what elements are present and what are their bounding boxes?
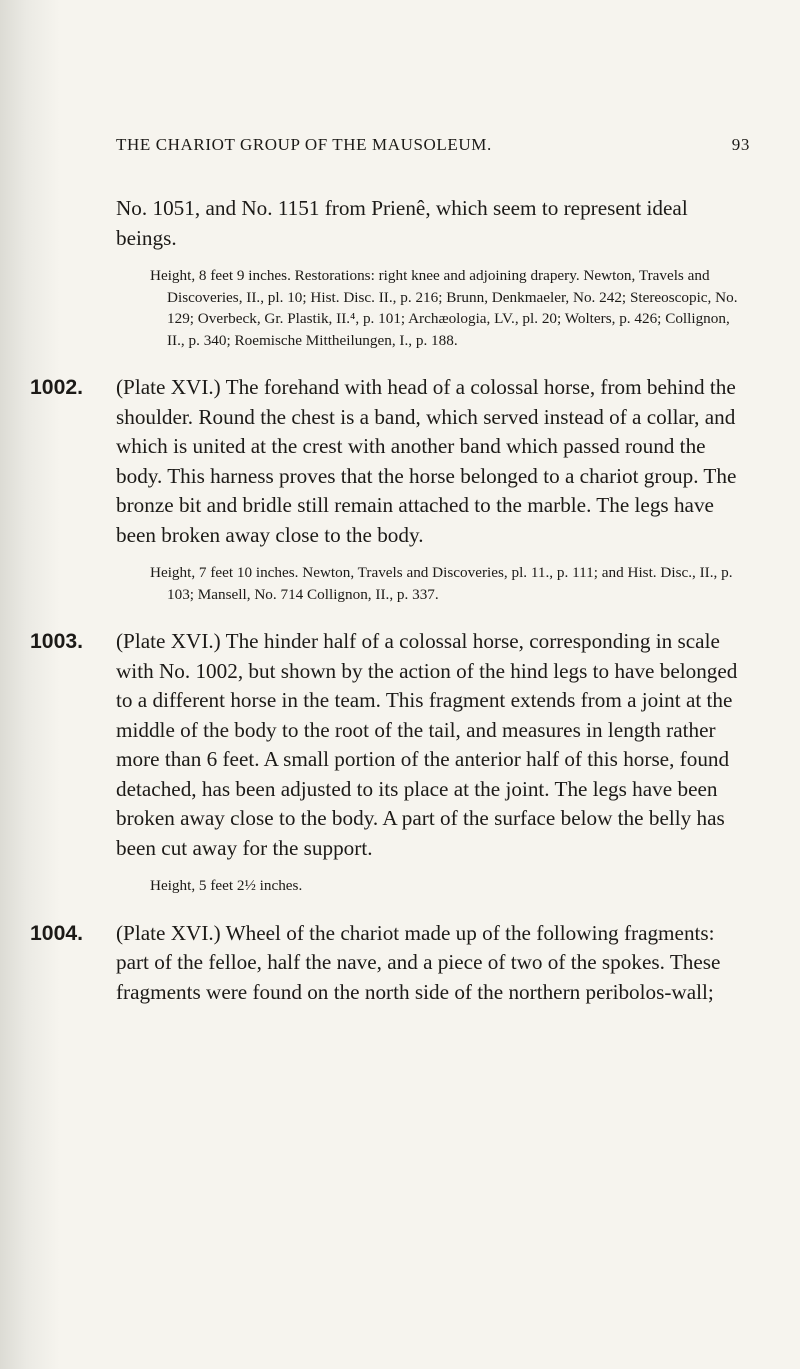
entry-text: (Plate XVI.) The forehand with head of a colossal horse, from behind the shoulder. Round the chest is a band, which served instead of a collar, and which is united at the crest with another band which passed round the body. This harness proves that the horse belonged to a chariot group. The bronze bit and bridle still remain attached to the marble. The legs have been broken away close to the body. — [116, 375, 737, 547]
intro-text: No. 1051, and No. 1151 from Prienê, which seem to represent ideal beings. — [116, 196, 688, 250]
page-body — [30, 194, 750, 1007]
intro-entry — [116, 194, 750, 351]
page-edge-shadow — [0, 0, 60, 1369]
page-number: 93 — [731, 135, 750, 154]
entry-note: Height, 7 feet 10 inches. Newton, Travels and Discoveries, pl. 11., p. 111; and Hist. Disc., II., p. 103; Mansell, No. 714 Collignon, II., p. 337. — [150, 564, 733, 603]
entry-number: 1002. — [30, 376, 84, 399]
catalogue-entry-1004 — [30, 919, 750, 1008]
running-title: THE CHARIOT GROUP OF THE MAUSOLEUM. — [116, 135, 492, 154]
catalogue-entry-1003 — [30, 627, 750, 897]
running-header — [116, 135, 750, 155]
entry-number: 1003. — [30, 630, 84, 653]
entry-text: (Plate XVI.) The hinder half of a colossal horse, corresponding in scale with No. 1002, but shown by the action of the hind legs to have belonged to a different horse in the team. This fragment extends from a joint at the middle of the body to the root of the tail, and measures in length rather more than 6 feet. A small portion of the anterior half of this horse, found detached, has been adjusted to its place at the joint. The legs have been broken away close to the body. A part of the surface below the belly has been cut away for the support. — [116, 629, 738, 860]
entry-text: (Plate XVI.) Wheel of the chariot made up of the following fragments: part of the felloe, half the nave, and a piece of two of the spokes. These fragments were found on the north side of the northern peribolos-wall; — [116, 920, 721, 1004]
catalogue-entry-1002 — [30, 373, 750, 605]
entry-number: 1004. — [30, 921, 84, 945]
entry-note: Height, 5 feet 2½ inches. — [150, 877, 303, 894]
intro-note: Height, 8 feet 9 inches. Restorations: right knee and adjoining drapery. Newton, Travels and Discoveries, II., pl. 10; Hist. Disc. II., p. 216; Brunn, Denkmaeler, No. 242; Stereoscopic, No. 129; Overbeck, Gr. Plastik, II.⁴, p. 101; Archæologia, LV., pl. 20; Wolters, p. 426; Collignon, II., p. 340; Roemische Mittheilungen, I., p. 188. — [150, 267, 738, 349]
